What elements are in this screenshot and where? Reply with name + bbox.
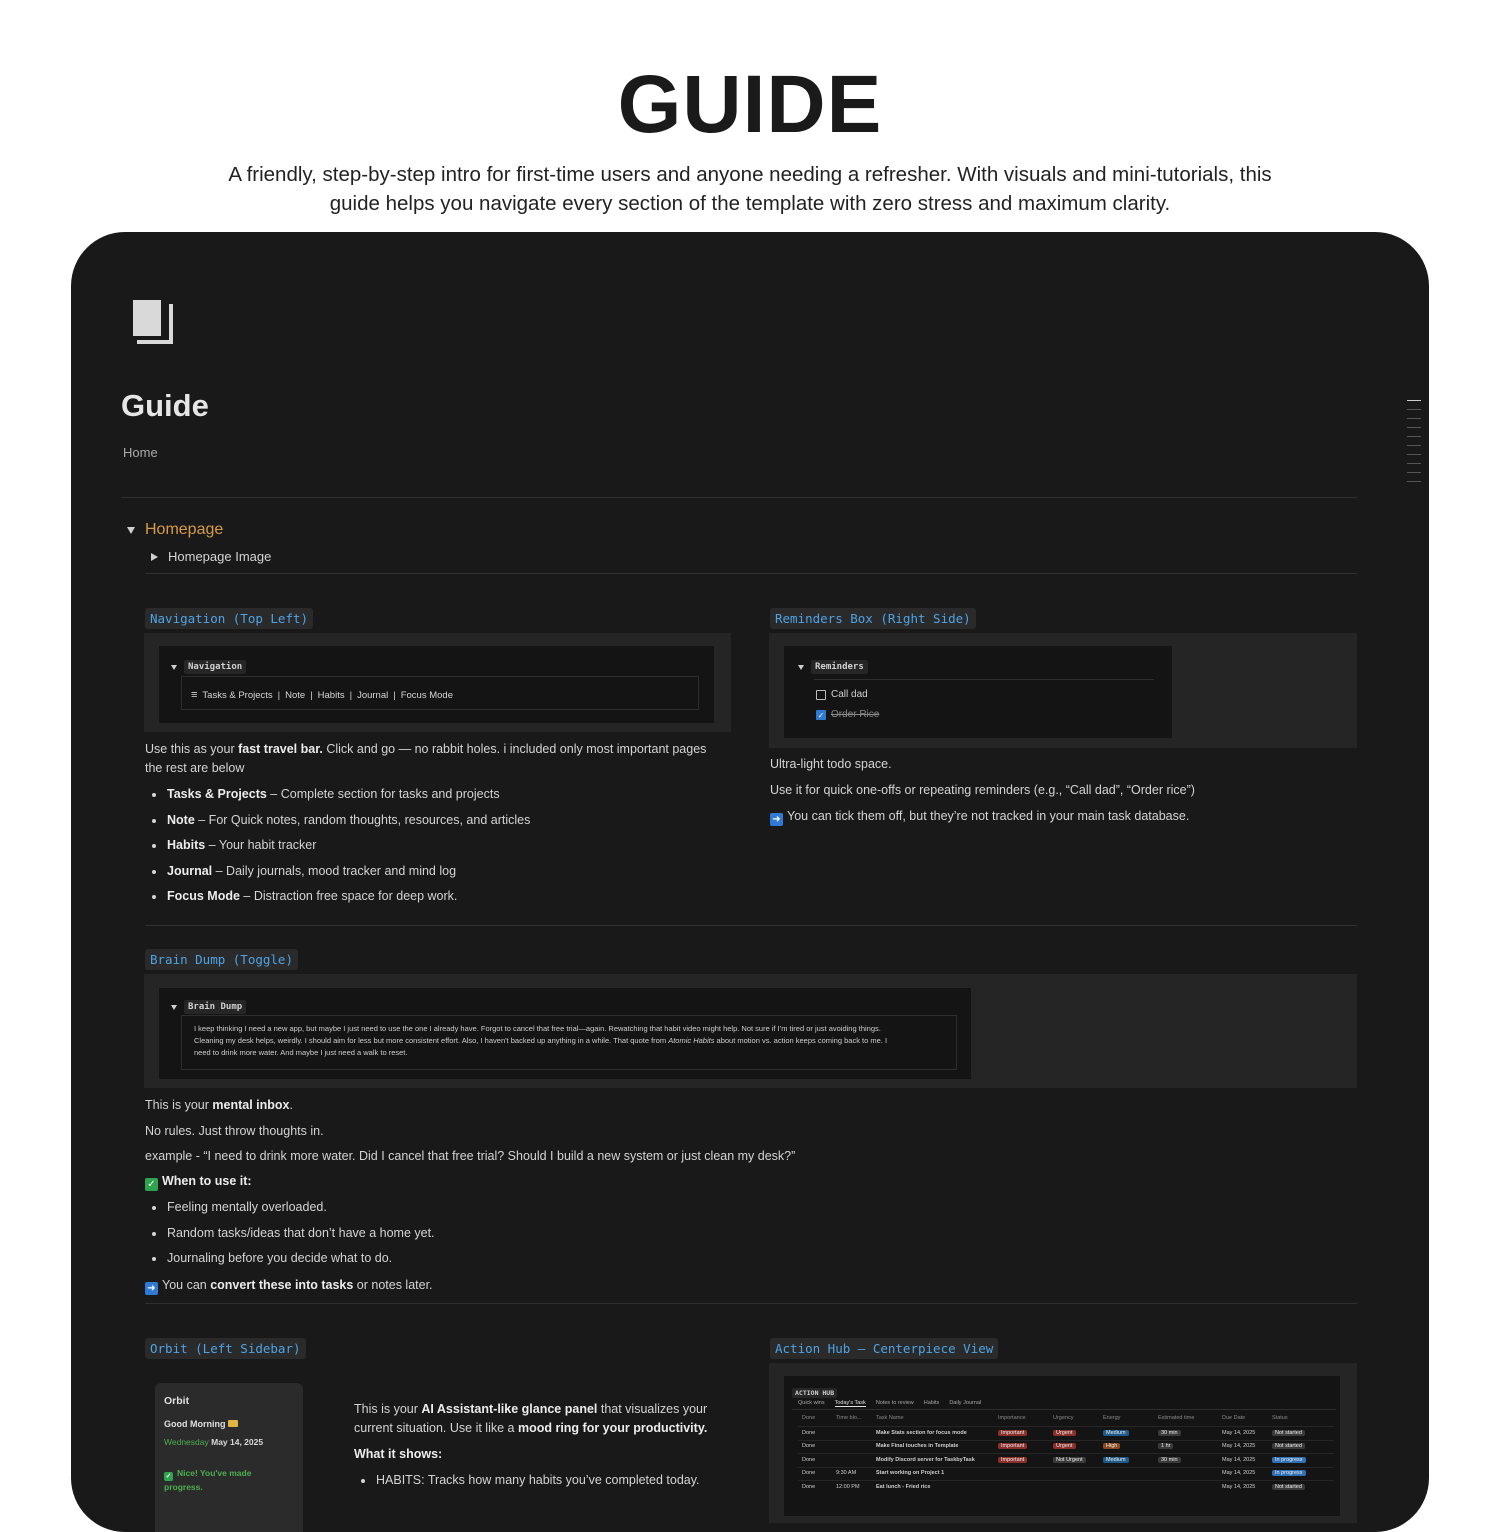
nav-link-note[interactable]: Note: [285, 689, 306, 701]
table-cell-task: Make Stats section for focus mode: [876, 1429, 967, 1436]
table-cell-status: Not started: [1272, 1484, 1305, 1490]
page-title: Guide: [121, 388, 209, 423]
table-cell-energy: Medium: [1103, 1430, 1129, 1436]
nav-sep: |: [310, 689, 313, 701]
nav-link-habits[interactable]: Habits: [317, 689, 345, 701]
tab-notes-review[interactable]: Notes to review: [875, 1400, 914, 1406]
action-hub-screenshot: [769, 1363, 1357, 1523]
action-hub-table: Done Time blo... Task Name Importance Urgency Energy Estimated time Due Date Status Done Make Stats section for focus mode Important Urgent Medium 30 min May 14, 2025 Not started Done Make Final touches in Template Important Urgent High 1 hr May 14, 2025 Not started Done Modify Discord server for TaskbyTask Important Not Urgent Medium 30 min May 14, 2025 In progress Done 9:30 AM Start working on Project 1 May 14, 2025 In progress Done 12:00 PM Eat lunch - Fried rice May 14, 2025 Not started: [798, 1412, 1334, 1512]
reminder-item[interactable]: ✓ Order Rice: [817, 709, 880, 720]
page-icon: [129, 296, 177, 348]
navigation-screenshot: [144, 633, 731, 732]
divider: [145, 1303, 1357, 1304]
table-cell-done: Done: [802, 1470, 816, 1476]
nav-link-journal[interactable]: Journal: [357, 689, 389, 701]
checkbox-icon[interactable]: [816, 690, 826, 700]
convert-line: ➜ You can convert these into tasks or notes later.: [145, 1276, 433, 1295]
homepage-toggle-label: Homepage: [145, 521, 224, 538]
reminders-line-3: ➜ You can tick them off, but they’re not tracked in your main task database.: [770, 807, 1189, 826]
action-hub-shot-title: ACTION HUB: [792, 1388, 837, 1398]
brain-dump-line-1: This is your mental inbox.: [145, 1098, 293, 1112]
table-cell-est: 30 min: [1158, 1457, 1181, 1463]
table-cell-urg: Urgent: [1053, 1430, 1076, 1436]
reminders-line-2: Use it for quick one-offs or repeating reminders (e.g., “Call dad”, “Order rice”): [770, 783, 1195, 797]
table-cell-imp: Important: [998, 1457, 1027, 1463]
brain-dump-text: I keep thinking I need a new app, but maybe I just need to use the one I already have. Forgot to cancel that free trial—again. Rewatching that habit video might help. Not sure if I'm tired or just avoiding things. Cleaning my desk helps, weirdly. I should aim for less but more consistent effort. Also, I haven't backed up anything in a while. That quote from Atomic Habits about motion vs. action keeps coming back to me. I need to drink more water. And maybe I just need a walk to reset.: [194, 1024, 888, 1057]
action-hub-heading: Action Hub – Centerpiece View: [770, 1338, 998, 1359]
homepage-image-toggle[interactable]: [151, 549, 271, 564]
reminder-item[interactable]: Call dad: [816, 689, 868, 700]
table-row[interactable]: [798, 1440, 1334, 1452]
table-cell-task: Eat lunch - Fried rice: [876, 1483, 931, 1490]
table-cell-time: 12:00 PM: [836, 1483, 860, 1490]
orbit-date: Wednesday May 14, 2025: [164, 1437, 264, 1447]
orbit-description: This is your AI Assistant-like glance panel that visualizes your current situation. Use it like a mood ring for your productivity.: [354, 1402, 708, 1435]
table-cell-imp: Important: [998, 1430, 1027, 1436]
tab-todays-task[interactable]: Today's Task: [834, 1400, 866, 1406]
list-item: Journal – Daily journals, mood tracker and mind log: [145, 862, 735, 888]
list-item: Tasks & Projects – Complete section for tasks and projects: [145, 785, 735, 811]
table-cell-energy: High: [1103, 1443, 1120, 1449]
table-cell-task: Modify Discord server for TaskbyTask: [876, 1456, 975, 1463]
table-of-contents[interactable]: [1407, 400, 1421, 490]
list-item: Journaling before you decide what to do.: [145, 1249, 745, 1275]
orbit-bullets: [354, 1471, 734, 1497]
table-cell-due: May 14, 2025: [1222, 1429, 1256, 1436]
table-row[interactable]: [798, 1453, 1334, 1465]
nav-links-row: [191, 689, 453, 701]
table-cell-time: 9:30 AM: [836, 1470, 857, 1476]
table-cell-urg: Urgent: [1053, 1443, 1076, 1449]
table-cell-done: Done: [802, 1456, 816, 1463]
toggle-right-icon: [151, 553, 158, 561]
orbit-heading: Orbit (Left Sidebar): [145, 1338, 306, 1359]
table-cell-status: Not started: [1272, 1443, 1305, 1449]
orbit-progress: ✓ Nice! You've made progress.: [164, 1468, 252, 1492]
list-item: Random tasks/ideas that don’t have a home yet.: [145, 1224, 745, 1250]
table-cell-due: May 14, 2025: [1222, 1443, 1256, 1449]
reminders-line-1: Ultra-light todo space.: [770, 757, 892, 771]
table-cell-due: May 14, 2025: [1222, 1456, 1256, 1463]
action-hub-tabs: [798, 1400, 981, 1407]
tab-habits[interactable]: Habits: [923, 1400, 940, 1406]
reminders-shot-title: Reminders: [811, 660, 868, 674]
divider: [121, 497, 1357, 498]
toggle-down-icon: [798, 665, 804, 670]
toggle-down-icon: [171, 1005, 177, 1010]
reminders-screenshot: [769, 633, 1357, 748]
hero-title: GUIDE: [617, 59, 883, 150]
checkbox-checked-icon[interactable]: ✓: [817, 710, 825, 720]
homepage-toggle[interactable]: [127, 521, 223, 539]
orbit-screenshot: [155, 1383, 303, 1532]
navigation-description: Use this as your fast travel bar. Click and go — no rabbit holes. i included only most important pages the rest are below: [145, 742, 707, 775]
tab-quick-wins[interactable]: Quick wins: [798, 1400, 825, 1406]
table-cell-done: Done: [802, 1443, 816, 1449]
list-item: Feeling mentally overloaded.: [145, 1198, 745, 1224]
nav-shot-title: Navigation: [184, 660, 246, 674]
list-item: Habits – Your habit tracker: [145, 836, 735, 862]
table-cell-urg: Not Urgent: [1053, 1457, 1086, 1463]
table-cell-imp: Important: [998, 1443, 1027, 1449]
breadcrumb[interactable]: Home: [123, 445, 158, 460]
table-cell-task: Make Final touches in Template: [876, 1443, 959, 1449]
table-cell-est: 1 hr: [1158, 1443, 1173, 1449]
brain-dump-heading: Brain Dump (Toggle): [145, 949, 298, 970]
sun-icon: [228, 1420, 238, 1427]
check-icon: ✓: [145, 1178, 158, 1191]
table-cell-due: May 14, 2025: [1222, 1483, 1256, 1490]
orbit-greeting: Good Morning: [164, 1419, 238, 1429]
orbit-card-title: Orbit: [164, 1395, 190, 1407]
reminders-heading: Reminders Box (Right Side): [770, 608, 976, 629]
menu-lines-icon: ≡: [191, 689, 198, 701]
table-cell-status: In progress: [1272, 1470, 1306, 1476]
nav-link-tasks[interactable]: Tasks & Projects: [202, 689, 273, 701]
toggle-down-icon: [171, 665, 177, 670]
nav-sep: |: [393, 689, 396, 701]
check-icon: ✓: [165, 1473, 172, 1480]
app-window: [71, 232, 1429, 1532]
table-row[interactable]: [798, 1480, 1334, 1492]
arrow-right-icon: ➜: [770, 813, 783, 826]
table-cell-done: Done: [802, 1483, 816, 1490]
list-item: HABITS: Tracks how many habits you’ve completed today.: [354, 1471, 734, 1497]
brain-dump-bullets: [145, 1198, 745, 1275]
when-to-use-heading: ✓ When to use it:: [145, 1172, 252, 1191]
nav-link-focus[interactable]: Focus Mode: [400, 689, 453, 701]
brain-dump-line-3: example - “I need to drink more water. Did I cancel that free trial? Should I build a new system or just clean my desk?”: [145, 1149, 796, 1163]
table-cell-est: 30 min: [1158, 1430, 1181, 1436]
divider: [145, 573, 1357, 574]
brain-dump-screenshot: [144, 974, 1357, 1088]
tab-daily-journal[interactable]: Daily Journal: [949, 1400, 982, 1406]
navigation-bullets: [145, 785, 735, 913]
divider: [145, 925, 1357, 926]
brain-dump-line-2: No rules. Just throw thoughts in.: [145, 1124, 324, 1138]
homepage-image-label: Homepage Image: [168, 549, 272, 564]
hero-subtitle: A friendly, step-by-step intro for first-time users and anyone needing a refresher. With visuals and mini-tutorials, this guide helps you navigate every section of the template with zero stress and maximum clarity.: [228, 163, 1272, 215]
table-row[interactable]: [798, 1426, 1334, 1438]
list-item: Note – For Quick notes, random thoughts, resources, and articles: [145, 811, 735, 837]
table-cell-due: May 14, 2025: [1222, 1470, 1256, 1476]
toggle-down-icon: [127, 527, 135, 534]
nav-sep: |: [277, 689, 281, 701]
nav-sep: |: [349, 689, 353, 701]
table-cell-energy: Medium: [1103, 1457, 1129, 1463]
navigation-heading: Navigation (Top Left): [145, 608, 313, 629]
brain-dump-shot-title: Brain Dump: [184, 1000, 246, 1014]
table-cell-status: In progress: [1272, 1457, 1306, 1463]
what-it-shows-heading: What it shows:: [354, 1447, 443, 1461]
table-row[interactable]: [798, 1467, 1334, 1479]
arrow-right-icon: ➜: [145, 1282, 158, 1295]
table-cell-task: Start working on Project 1: [876, 1470, 945, 1476]
list-item: Focus Mode – Distraction free space for deep work.: [145, 887, 735, 913]
table-cell-done: Done: [802, 1429, 816, 1436]
table-cell-status: Not started: [1272, 1430, 1305, 1436]
